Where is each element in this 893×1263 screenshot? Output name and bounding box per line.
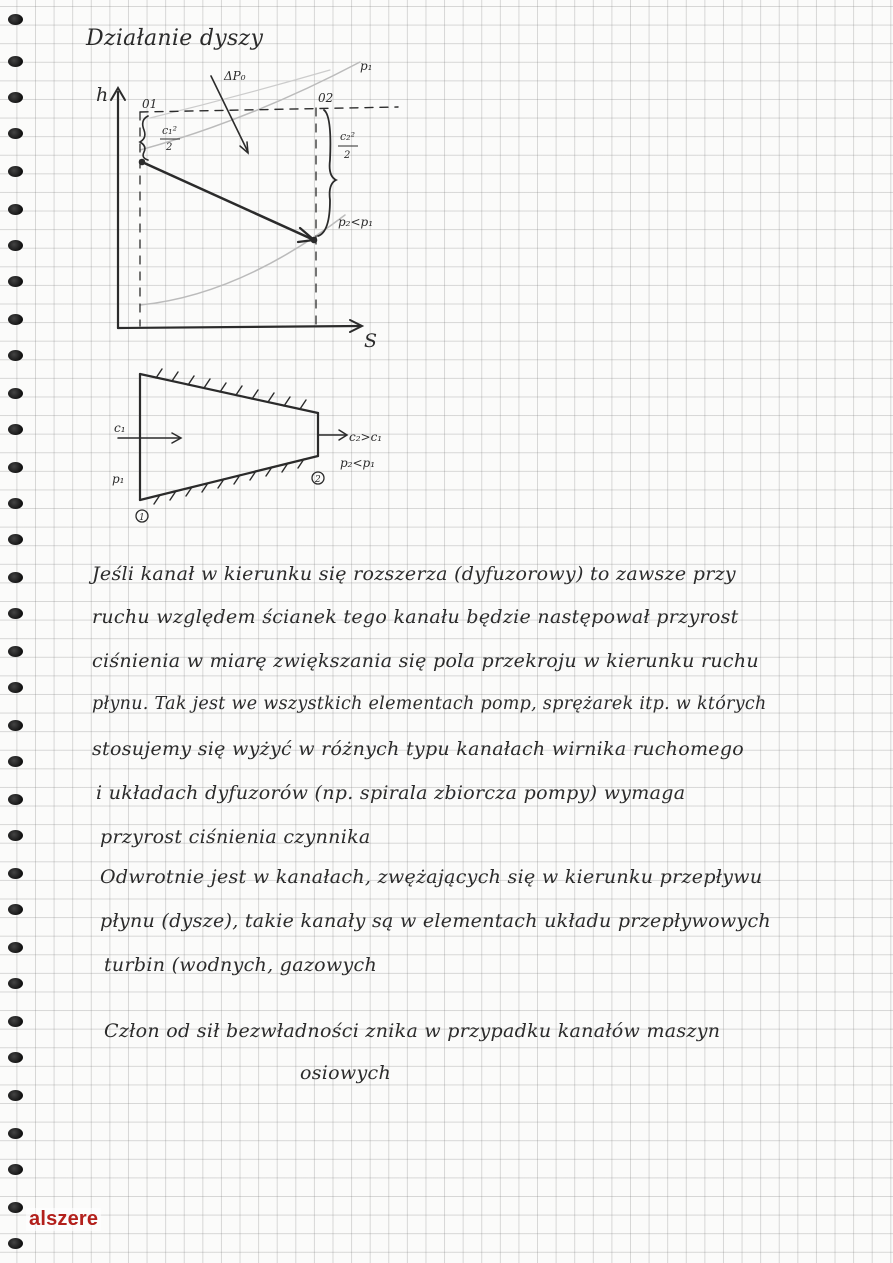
text-line: ciśnienia w miarę zwiększania się pola przekroju w kierunku ruchu xyxy=(92,650,759,672)
brace-c2 xyxy=(318,110,336,236)
c1-sq-label: c₁² xyxy=(162,124,177,137)
section-2-label: 2 xyxy=(315,475,321,485)
binding-hole xyxy=(8,1016,23,1027)
axis-h-label: h xyxy=(96,84,109,106)
binding-hole xyxy=(8,1052,23,1063)
text-line: ruchu względem ścianek tego kanału będzie następował przyrost xyxy=(92,606,739,628)
point-02-label: 02 xyxy=(318,91,334,105)
nozzle-bottom-wall xyxy=(140,456,318,500)
section-1-label: 1 xyxy=(139,513,145,523)
binding-hole xyxy=(8,830,23,841)
text-line: płynu (dysze), takie kanały są w elementach układu przepływowych xyxy=(100,910,771,932)
delta-p-line xyxy=(211,76,248,152)
nozzle-labels xyxy=(112,421,382,523)
text-line: osiowych xyxy=(300,1062,391,1084)
binding-hole xyxy=(8,1090,23,1101)
binding-hole xyxy=(8,794,23,805)
binding-hole xyxy=(8,572,23,583)
nozzle-c2-label: c₂>c₁ xyxy=(349,430,383,444)
axis-s-line xyxy=(118,326,360,328)
c2-sq-label: c₂² xyxy=(340,130,355,143)
text-line: płynu. Tak jest we wszystkich elementach pomp, sprężarek itp. w których xyxy=(92,694,767,714)
binding-hole xyxy=(8,1164,23,1175)
isobar-p2 xyxy=(140,215,345,305)
expansion-process-line xyxy=(142,162,314,240)
nozzle-top-wall xyxy=(140,374,318,413)
c2-sq-denominator: 2 xyxy=(344,150,351,161)
point-01-label: 01 xyxy=(142,97,158,111)
text-line: stosujemy się wyżyć w różnych typu kanałach wirnika ruchomego xyxy=(92,738,745,760)
page-title: Działanie dyszy xyxy=(86,26,264,51)
binding-hole xyxy=(8,904,23,915)
binding-hole xyxy=(8,1238,23,1249)
c1-sq-denominator: 2 xyxy=(166,142,173,153)
state-point-2 xyxy=(311,237,317,243)
text-line: Odwrotnie jest w kanałach, zwężających się w kierunku przepływu xyxy=(100,866,763,888)
text-line: przyrost ciśnienia czynnika xyxy=(100,826,371,848)
binding-hole xyxy=(8,608,23,619)
p2-isobar-label: p₂<p₁ xyxy=(338,215,374,229)
state-point-1 xyxy=(139,159,145,165)
binding-hole xyxy=(8,682,23,693)
binding-hole xyxy=(8,942,23,953)
nozzle-p2-label: p₂<p₁ xyxy=(340,456,376,470)
nozzle-c1-label: c₁ xyxy=(114,421,126,435)
binding-hole xyxy=(8,646,23,657)
delta-p-label: ΔP₀ xyxy=(224,69,246,83)
binding-hole xyxy=(8,1128,23,1139)
text-line: i układach dyfuzorów (np. spirala zbiorcza pompy) wymaga xyxy=(96,782,686,804)
binding-hole xyxy=(8,720,23,731)
text-line: turbin (wodnych, gazowych xyxy=(104,954,377,976)
binding-hole xyxy=(8,756,23,767)
nozzle-p1-label: p₁ xyxy=(112,472,125,486)
binding-hole xyxy=(8,978,23,989)
p1-isobar-label: p₁ xyxy=(360,59,373,73)
top-hatching xyxy=(156,369,306,409)
watermark-logo: alszere xyxy=(26,1208,101,1231)
nozzle-diagram xyxy=(118,369,347,522)
text-line: Człon od sił bezwładności znika w przypadku kanałów maszyn xyxy=(104,1020,721,1042)
brace-c1 xyxy=(140,116,148,160)
binding-hole xyxy=(8,1202,23,1213)
text-line: Jeśli kanał w kierunku się rozszerza (dyfuzorowy) to zawsze przy xyxy=(92,563,736,585)
axis-s-label: S xyxy=(364,330,378,352)
binding-hole xyxy=(8,868,23,879)
diagram-canvas xyxy=(0,0,893,560)
